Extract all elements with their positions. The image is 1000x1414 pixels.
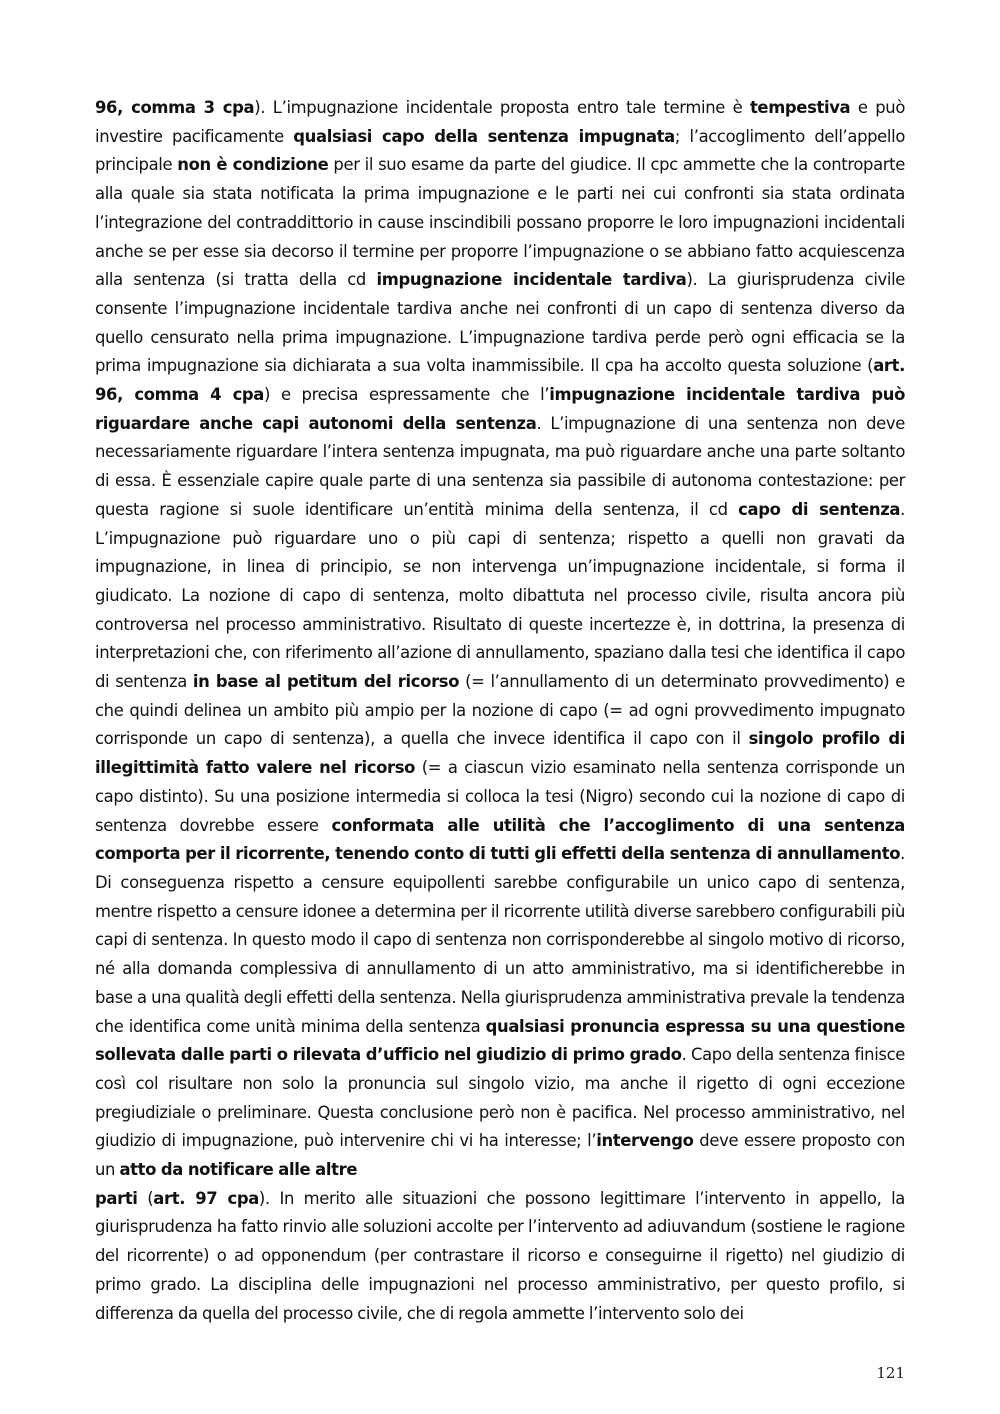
text-segment: . Capo della sentenza finisce così col risultare non solo la pronuncia sul singolo vizio, ma anche il rigetto di ogni eccezione pregiudiziale o preliminare. Questa conclusione però non è pacifica. Nel processo amministrativo, nel giudizio di impugnazione, può intervenire chi vi ha interesse; l’ xyxy=(95,1045,905,1151)
text-segment: . L’impugnazione può riguardare uno o più capi di sentenza; rispetto a quelli non gravati da impugnazione, in linea di principio, se non intervenga un’impugnazione incidentale, si forma il giudicato. La nozione di capo di sentenza, molto dibattuta nel processo civile, risulta ancora più controversa nel processo amministrativo. Risultato di queste incertezze è, in dottrina, la presenza di interpretazioni che, con riferimento all’azione di annullamento, spaziano dalla tesi che identifica il capo di sentenza xyxy=(95,499,905,692)
bold-text-segment: intervengo xyxy=(596,1131,694,1151)
text-segment: ). La giurisprudenza civile consente l’impugnazione incidentale tardiva anche nei confronti di un capo di sentenza diverso da quello censurato nella prima impugnazione. L’impugnazione tardiva perde però ogni efficacia se la prima impugnazione sia dichiarata a sua volta inammissibile. Il cpa ha accolto questa soluzione ( xyxy=(95,270,906,376)
text-segment: ). L’impugnazione incidentale proposta entro tale termine è xyxy=(254,98,750,117)
bold-text-segment: qualsiasi pronuncia espressa su una questione sollevata dalle parti o rilevata d’ufficio nel giudizio di primo grado xyxy=(95,1016,905,1065)
bold-text-segment: tempestiva xyxy=(749,98,851,117)
text-segment: ). In merito alle situazioni che possono legittimare l’intervento in appello, la giurisprudenza ha fatto rinvio alle soluzioni accolte per l’intervento ad adiuvandum (sostiene le ragione del ricorrente) o ad opponendum (per contrastare il ricorso e conseguirne il rigetto) nel giudizio di primo grado. La disciplina delle impugnazioni nel processo amministrativo, per questo profilo, si differenza da quella del processo civile, che di regola ammette l’intervento solo dei xyxy=(95,1188,906,1323)
text-segment: ( xyxy=(137,1188,154,1208)
bold-text-segment: art. 96, comma 4 cpa xyxy=(95,356,905,405)
text-segment: (= l’annullamento di un determinato provvedimento) e che quindi delinea un ambito più ampio per la nozione di capo (= ad ogni provvedimento impugnato corrisponde un capo di sentenza), a quella che invece identifica il capo con il xyxy=(95,672,905,749)
bold-text-segment: art. 97 cpa xyxy=(153,1188,259,1208)
bold-text-segment: impugnazione incidentale tardiva può riguardare anche capi autonomi della sentenza xyxy=(95,385,906,433)
body-paragraph xyxy=(95,94,905,1328)
bold-text-segment: 96, comma 3 cpa xyxy=(95,98,255,117)
page-number: 121 xyxy=(876,1364,905,1382)
text-segment: per il suo esame da parte del giudice. Il cpc ammette che la controparte alla quale sia stata notificata la prima impugnazione e le parti nei cui confronti sia stata ordinata l’integrazione del contraddittorio in cause inscindibili possano proporre le loro impugnazioni incidentali anche se per esse sia decorso il termine per proporre l’impugnazione o se abbiano fatto acquiescenza alla sentenza (si tratta della cd xyxy=(95,155,905,290)
text-segment: e può investire pacificamente xyxy=(95,98,906,146)
text-segment: ; l’accoglimento dell’appello principale xyxy=(95,126,906,175)
bold-text-segment: parti xyxy=(95,1188,138,1208)
bold-text-segment: in base al petitum del ricorso xyxy=(192,672,460,692)
text-segment: . Di conseguenza rispetto a censure equipollenti sarebbe configurabile un unico capo di sentenza, mentre rispetto a censure idonee a determina per il ricorrente utilità diverse sarebbero configurabili più capi di sentenza. In questo modo il capo di sentenza non corrisponderebbe al singolo motivo di ricorso, né alla domanda complessiva di annullamento di un atto amministrativo, ma si identificherebbe in base a una qualità degli effetti della sentenza. Nella giurisprudenza amministrativa prevale la tendenza che identifica come unità minima della sentenza xyxy=(95,844,905,1036)
bold-text-segment: conformata alle utilità che l’accoglimento di una sentenza comporta per il ricorrente, tenendo conto di tutti gli effetti della sentenza di annullamento xyxy=(95,815,906,864)
text-segment: . L’impugnazione di una sentenza non deve necessariamente riguardare l’intera sentenza impugnata, ma può riguardare anche una parte soltanto di essa. È essenziale capire quale parte di una sentenza sia passibile di autonoma contestazione: per questa ragione si suole identificare un’entità minima della sentenza, il cd xyxy=(95,413,905,519)
bold-text-segment: qualsiasi capo della sentenza impugnata xyxy=(293,126,675,146)
text-segment: deve essere proposto con un xyxy=(95,1131,905,1180)
bold-text-segment: non è condizione xyxy=(177,155,329,175)
text-segment: (= a ciascun vizio esaminato nella sentenza corrisponde un capo distinto). Su una posizione intermedia si colloca la tesi (Nigro) secondo cui la nozione di capo di sentenza dovrebbe essere xyxy=(95,758,905,835)
bold-text-segment: atto da notificare alle altre xyxy=(119,1160,358,1180)
bold-text-segment: capo di sentenza xyxy=(738,499,901,519)
bold-text-segment: impugnazione incidentale tardiva xyxy=(376,270,687,290)
text-segment: ) e precisa espressamente che l’ xyxy=(264,385,550,405)
bold-text-segment: singolo profilo di illegittimità fatto valere nel ricorso xyxy=(95,729,905,778)
